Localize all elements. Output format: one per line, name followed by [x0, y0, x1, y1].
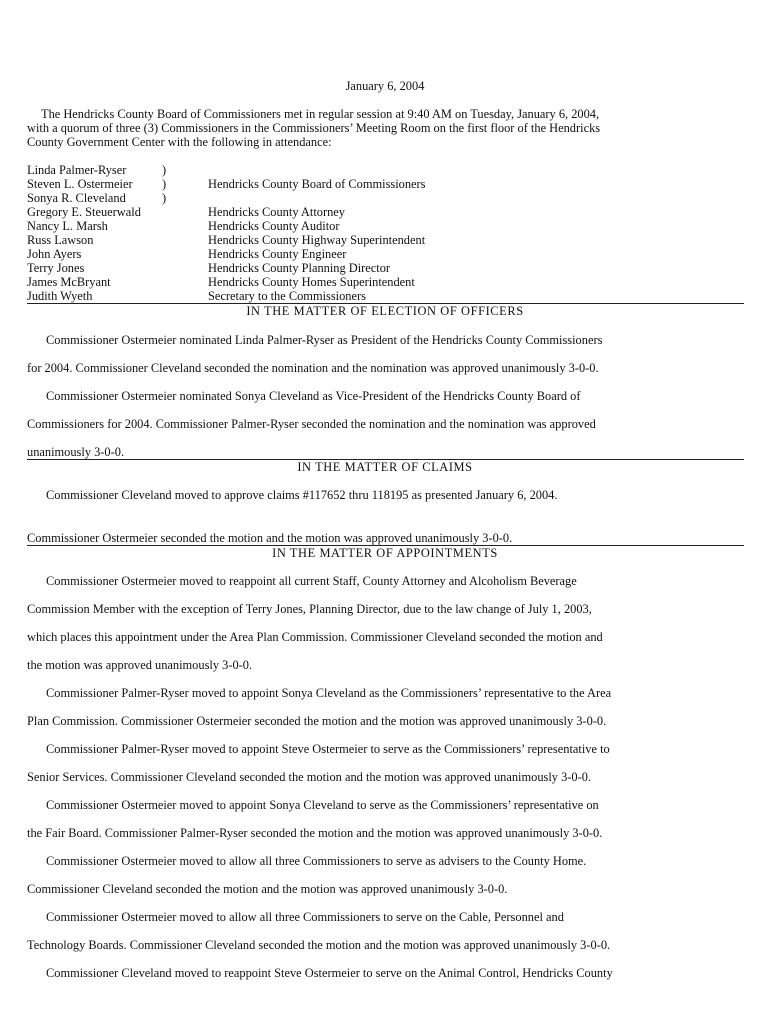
paragraph-line: Commissioner Palmer-Ryser moved to appoint Sonya Cleveland as the Commissioners’ representative to the Area — [46, 686, 612, 700]
attendee-name: John Ayers — [27, 247, 82, 261]
paragraph-line: the Fair Board. Commissioner Palmer-Ryser seconded the motion and the motion was approved unanimously 3-0-0. — [27, 826, 603, 840]
paragraph-line: for 2004. Commissioner Cleveland seconded the nomination and the nomination was approved unanimously 3-0-0. — [27, 361, 599, 375]
section-heading: IN THE MATTER OF ELECTION OF OFFICERS — [246, 304, 524, 318]
paragraph-line: Commission Member with the exception of Terry Jones, Planning Director, due to the law change of July 1, 2003, — [27, 602, 592, 616]
paragraph-line: Commissioner Ostermeier nominated Linda Palmer-Ryser as President of the Hendricks County Commissioners — [46, 333, 603, 347]
attendee-bracket: ) — [162, 163, 167, 177]
attendee-name: Steven L. Ostermeier — [27, 177, 133, 191]
intro-line: with a quorum of three (3) Commissioners in the Commissioners’ Meeting Room on the first floor of the Hendricks — [27, 121, 601, 135]
attendee-role: Hendricks County Engineer — [208, 247, 347, 261]
paragraph-line: Commissioner Cleveland moved to approve claims #117652 thru 118195 as presented January 6, 2004. — [46, 488, 558, 502]
attendee-name: Linda Palmer-Ryser — [27, 163, 127, 177]
paragraph-line: Technology Boards. Commissioner Cleveland seconded the motion and the motion was approved unanimously 3-0-0. — [27, 938, 611, 952]
attendee-name: Sonya R. Cleveland — [27, 191, 126, 205]
paragraph-line: the motion was approved unanimously 3-0-0. — [27, 658, 253, 672]
attendee-name: Gregory E. Steuerwald — [27, 205, 141, 219]
attendee-role: Secretary to the Commissioners — [208, 289, 366, 303]
attendee-bracket: ) — [162, 191, 167, 205]
attendee-role: Hendricks County Board of Commissioners — [208, 177, 426, 191]
paragraph-line: Commissioner Palmer-Ryser moved to appoint Steve Ostermeier to serve as the Commissioners’ representative to — [46, 742, 610, 756]
section-heading: IN THE MATTER OF APPOINTMENTS — [272, 546, 498, 560]
attendee-name: Judith Wyeth — [27, 289, 93, 303]
intro-line: County Government Center with the following in attendance: — [27, 135, 332, 149]
attendee-name: Terry Jones — [27, 261, 85, 275]
paragraph-line: Commissioner Ostermeier moved to appoint Sonya Cleveland to serve as the Commissioners’ representative on — [46, 798, 599, 812]
intro-line: The Hendricks County Board of Commissioners met in regular session at 9:40 AM on Tuesday, January 6, 2004, — [41, 107, 600, 121]
paragraph-line: Commissioner Ostermeier nominated Sonya Cleveland as Vice-President of the Hendricks County Board of — [46, 389, 581, 403]
paragraph-line: Plan Commission. Commissioner Ostermeier seconded the motion and the motion was approved unanimously 3-0-0. — [27, 714, 607, 728]
paragraph-line: Senior Services. Commissioner Cleveland seconded the motion and the motion was approved unanimously 3-0-0. — [27, 770, 592, 784]
paragraph-line: Commissioners for 2004. Commissioner Palmer-Ryser seconded the nomination and the nomination was approved — [27, 417, 596, 431]
attendee-role: Hendricks County Planning Director — [208, 261, 391, 275]
attendee-role: Hendricks County Auditor — [208, 219, 340, 233]
attendee-name: Russ Lawson — [27, 233, 94, 247]
attendee-role: Hendricks County Homes Superintendent — [208, 275, 415, 289]
paragraph-line: Commissioner Ostermeier moved to allow all three Commissioners to serve on the Cable, Personnel and — [46, 910, 564, 924]
paragraph-line: Commissioner Ostermeier moved to allow all three Commissioners to serve as advisers to the County Home. — [46, 854, 587, 868]
attendee-role: Hendricks County Attorney — [208, 205, 345, 219]
section-heading: IN THE MATTER OF CLAIMS — [297, 460, 473, 474]
paragraph-line: Commissioner Cleveland moved to reappoint Steve Ostermeier to serve on the Animal Control, Hendricks County — [46, 966, 613, 980]
meeting-date: January 6, 2004 — [345, 79, 425, 93]
attendee-bracket: ) — [162, 177, 167, 191]
attendee-name: Nancy L. Marsh — [27, 219, 108, 233]
paragraph-line: Commissioner Ostermeier seconded the motion and the motion was approved unanimously 3-0-0. — [27, 531, 513, 545]
attendee-name: James McBryant — [27, 275, 111, 289]
attendee-role: Hendricks County Highway Superintendent — [208, 233, 426, 247]
paragraph-line: Commissioner Ostermeier moved to reappoint all current Staff, County Attorney and Alcoholism Beverage — [46, 574, 577, 588]
paragraph-line: Commissioner Cleveland seconded the motion and the motion was approved unanimously 3-0-0. — [27, 882, 508, 896]
paragraph-line: unanimously 3-0-0. — [27, 445, 125, 459]
paragraph-line: which places this appointment under the Area Plan Commission. Commissioner Cleveland seconded the motion and — [27, 630, 603, 644]
